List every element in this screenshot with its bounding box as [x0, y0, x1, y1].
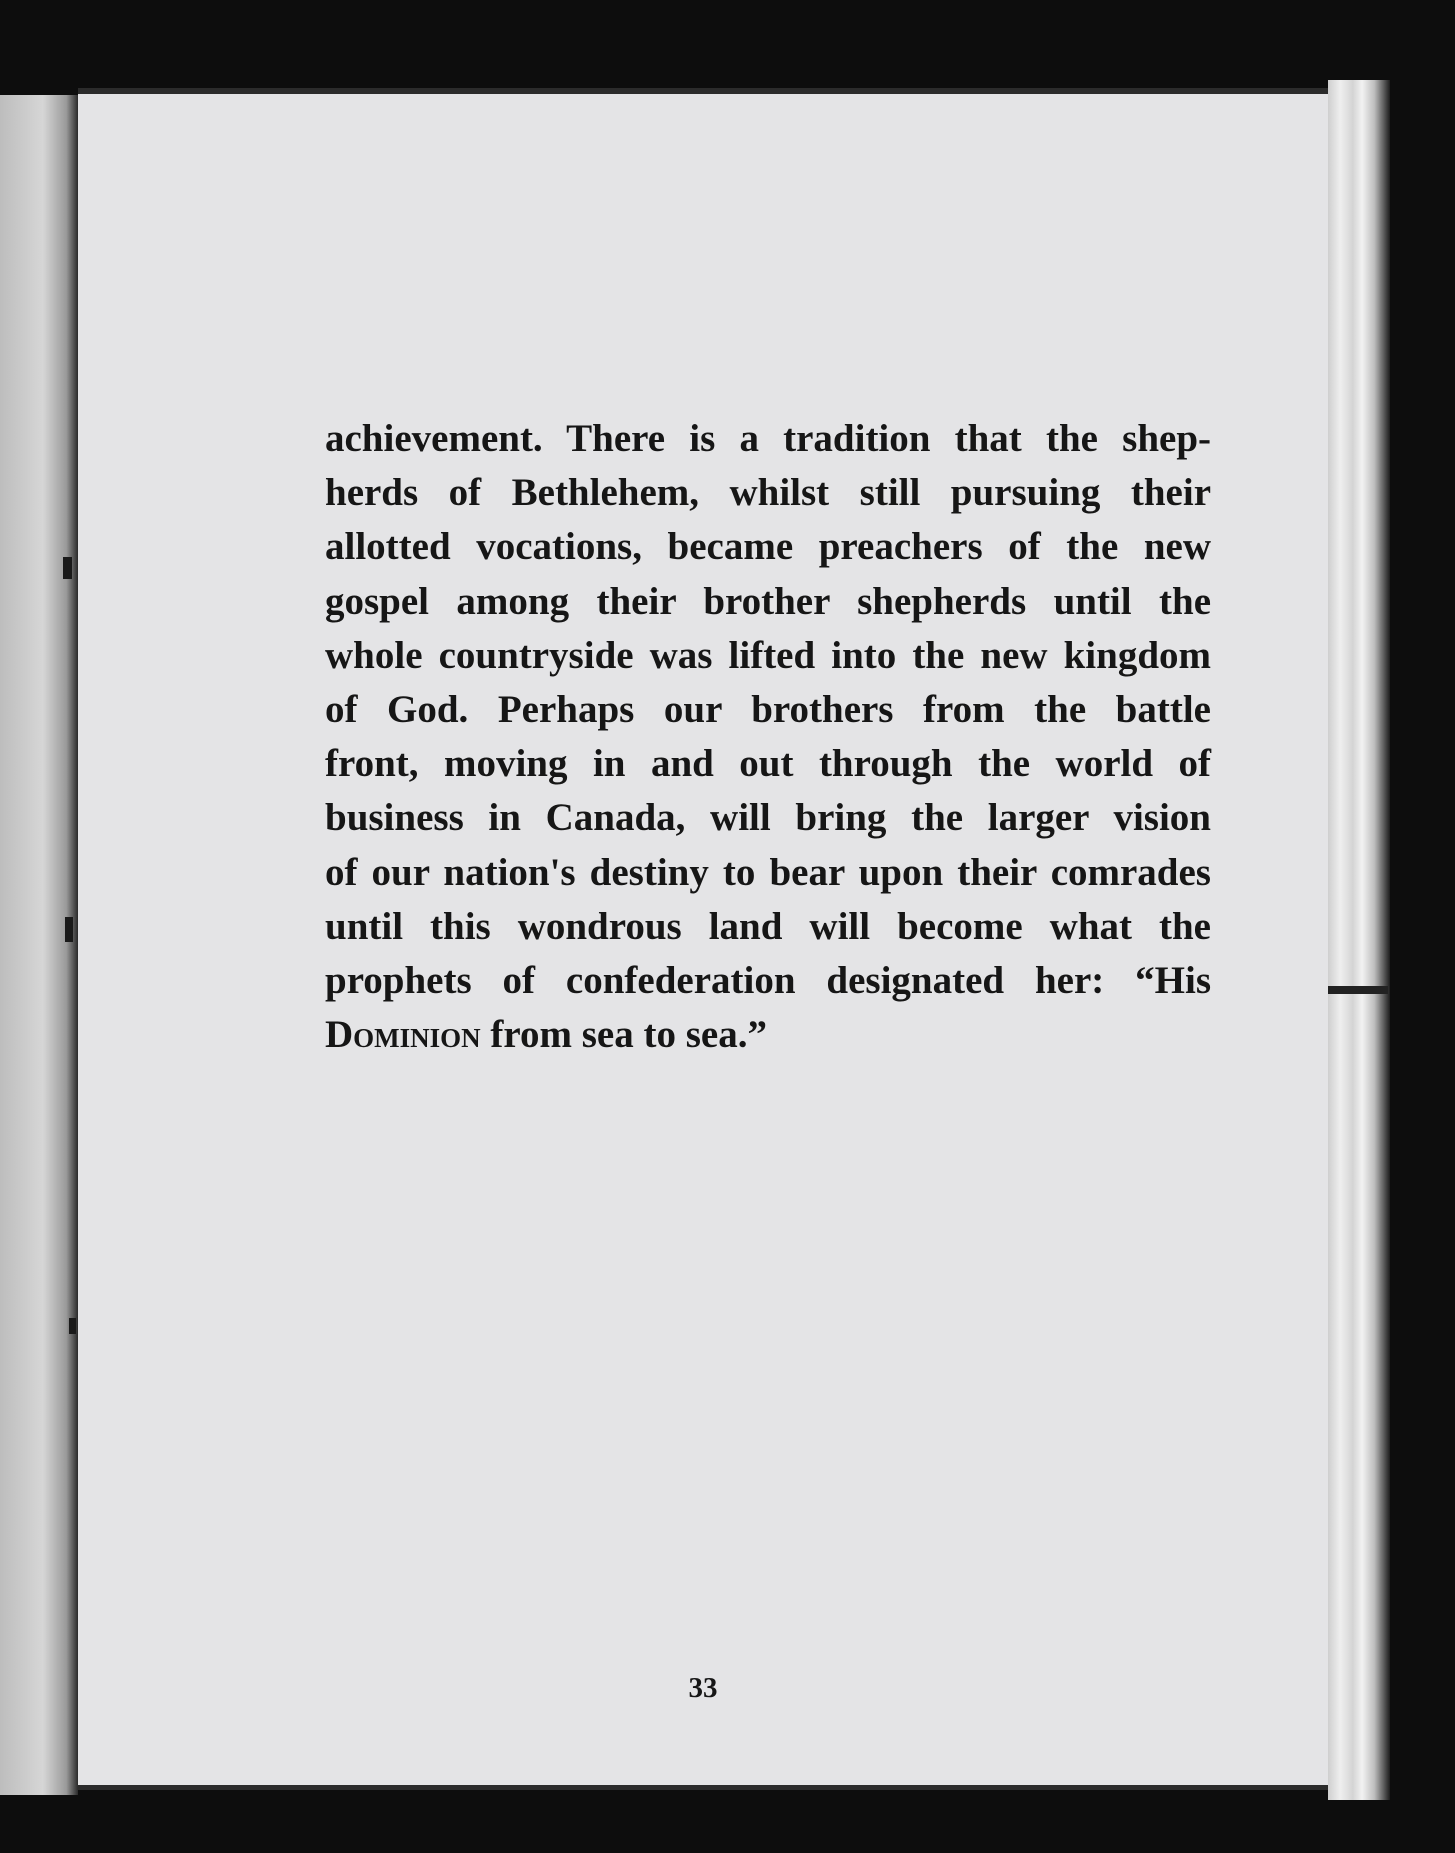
scan-mark	[65, 917, 73, 942]
scan-mark	[63, 557, 72, 579]
text-line: of God. Perhaps our brothers from the battle	[325, 688, 1211, 732]
previous-page-edge	[0, 95, 78, 1795]
text-line: business in Canada, will bring the larger vision	[325, 796, 1211, 840]
text-line: whole countryside was lifted into the new kingdom	[325, 633, 1211, 677]
text-line: gospel among their brother shepherds until the	[325, 579, 1211, 623]
text-line-final	[325, 1008, 1211, 1062]
book-page	[78, 88, 1328, 1790]
text-line: herds of Bethlehem, whilst still pursuing their	[325, 471, 1211, 515]
body-paragraph	[325, 412, 1211, 1062]
edge-seam	[1328, 986, 1388, 994]
text-line: prophets of confederation designated her: “His	[325, 959, 1211, 1003]
page-number: 33	[688, 1672, 718, 1704]
text-line: achievement. There is a tradition that the shep-	[325, 417, 1211, 460]
scan-mark	[69, 1318, 76, 1334]
text-line-final-rest: from sea to sea.”	[480, 1013, 767, 1057]
text-line: until this wondrous land will become what the	[325, 904, 1211, 948]
text-line: of our nation's destiny to bear upon their comrades	[325, 850, 1211, 894]
text-line: front, moving in and out through the world of	[325, 742, 1211, 786]
page-stack-edge	[1328, 80, 1390, 1800]
dominion-smallcaps: Dominion	[325, 1013, 481, 1057]
text-line: allotted vocations, became preachers of the new	[325, 525, 1211, 569]
